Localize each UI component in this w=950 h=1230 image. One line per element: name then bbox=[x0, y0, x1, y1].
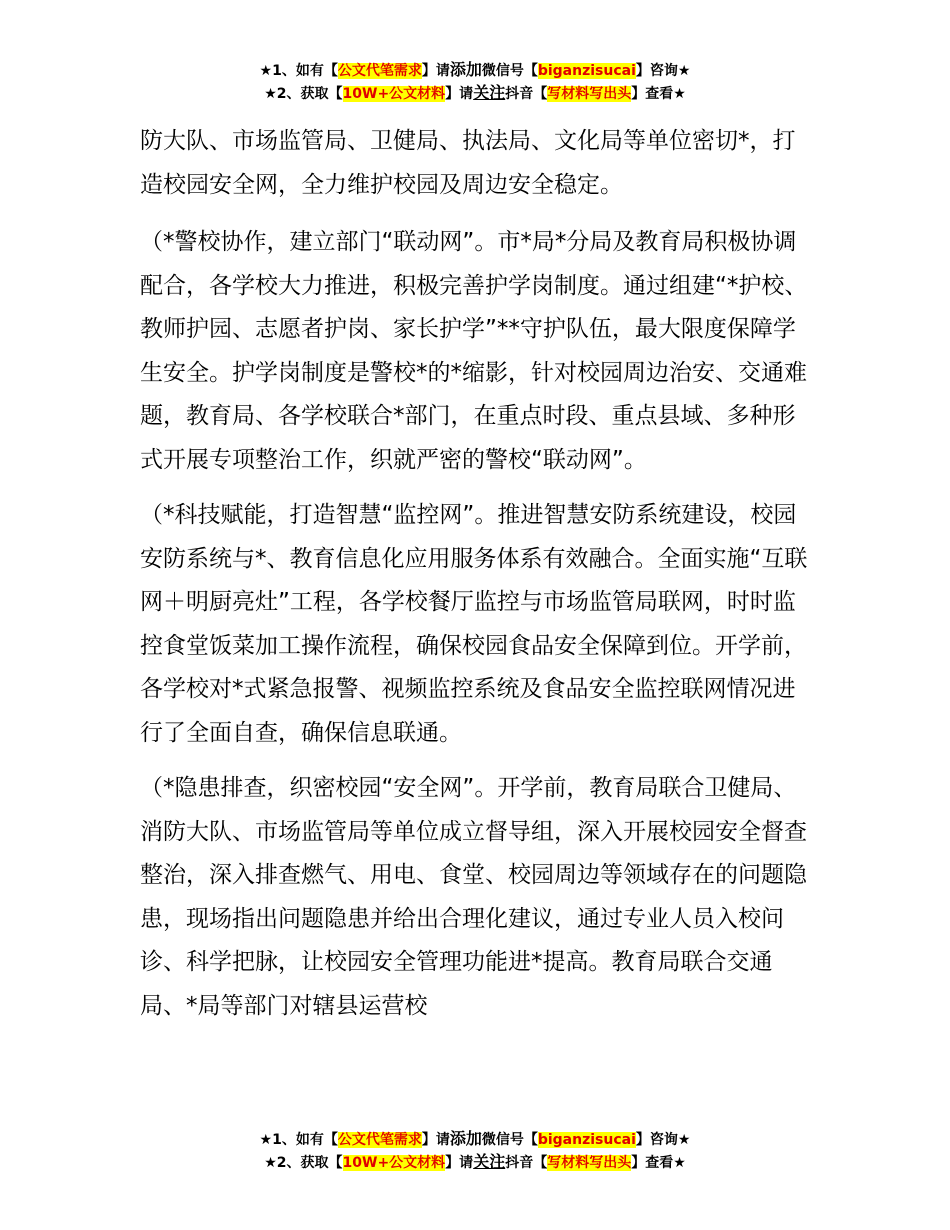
footer-line-2-suffix: 】查看★ bbox=[631, 1155, 686, 1171]
header-line-2-prefix: ★2、获取【 bbox=[264, 86, 343, 102]
footer-line-1-emphasis: 添加 bbox=[449, 1129, 482, 1148]
header-line-1-emphasis: 添加 bbox=[449, 60, 482, 79]
footer-line-1-prefix: ★1、如有【 bbox=[259, 1132, 338, 1148]
header-line-1-mid2: 微信号【 bbox=[481, 63, 538, 79]
highlight-ghostwriting-service: 公文代笔需求 bbox=[337, 63, 422, 79]
highlight-materials: 10W+公文材料 bbox=[342, 1155, 446, 1171]
footer-banner bbox=[0, 1128, 950, 1174]
footer-line-2-prefix: ★2、获取【 bbox=[264, 1155, 343, 1171]
footer-line-2-emphasis: 关注 bbox=[473, 1152, 506, 1171]
header-line-1 bbox=[0, 59, 950, 82]
footer-line-1-suffix: 】咨询★ bbox=[635, 1132, 691, 1148]
paragraph-1: 防大队、市场监管局、卫健局、执法局、文化局等单位密切*，打造校园安全网，全力维护校园及周边安全稳定。 bbox=[140, 128, 796, 198]
header-line-2-suffix: 】查看★ bbox=[631, 86, 686, 102]
footer-line-2-mid2: 抖音【 bbox=[505, 1155, 548, 1171]
paragraph-4: （*隐患排查，织密校园“安全网”。开学前，教育局联合卫健局、消防大队、市场监管局等单位成立督导组，深入开展校园安全督查整治，深入排查燃气、用电、食堂、校园周边等领域存在的问题隐患，现场指出问题隐患并给出合理化建议，通过专业人员入校问诊、科学把脉，让校园安全管理功能进*提高。教育局联合交通局、*局等部门对辖县运营校 bbox=[140, 775, 807, 1019]
footer-line-1-mid1: 】请 bbox=[421, 1132, 450, 1148]
header-line-1-suffix: 】咨询★ bbox=[635, 63, 691, 79]
footer-line-1-mid2: 微信号【 bbox=[481, 1132, 538, 1148]
document-body bbox=[140, 120, 812, 1040]
footer-line-2 bbox=[0, 1151, 950, 1174]
highlight-ghostwriting-service: 公文代笔需求 bbox=[337, 1132, 422, 1148]
highlight-douyin-account: 写材料写出头 bbox=[547, 1155, 632, 1171]
footer-line-1 bbox=[0, 1128, 950, 1151]
paragraph-3: （*科技赋能，打造智慧“监控网”。推进智慧安防系统建设，校园安防系统与*、教育信息化应用服务体系有效融合。全面实施“互联网＋明厨亮灶”工程，各学校餐厅监控与市场监管局联网，时时监控食堂饭菜加工操作流程，确保校园食品安全保障到位。开学前，各学校对*式紧急报警、视频监控系统及食品安全监控联网情况进行了全面自查，确保信息联通。 bbox=[140, 502, 808, 746]
highlight-wechat-id: biganzisucai bbox=[537, 1132, 636, 1148]
header-line-2 bbox=[0, 82, 950, 105]
header-line-2-emphasis: 关注 bbox=[473, 83, 506, 102]
paragraph-2: （*警校协作，建立部门“联动网”。市*局*分局及教育局积极协调配合，各学校大力推进，积极完善护学岗制度。通过组建“*护校、教师护园、志愿者护岗、家长护学”**守护队伍，最大限度保障学生安全。护学岗制度是警校*的*缩影，针对校园周边治安、交通难题，教育局、各学校联合*部门，在重点时段、重点县域、多种形式开展专项整治工作，织就严密的警校“联动网”。 bbox=[140, 229, 808, 473]
header-line-1-mid1: 】请 bbox=[421, 63, 450, 79]
header-line-2-mid1: 】请 bbox=[445, 86, 474, 102]
header-banner bbox=[0, 59, 950, 105]
footer-line-2-mid1: 】请 bbox=[445, 1155, 474, 1171]
highlight-wechat-id: biganzisucai bbox=[537, 63, 636, 79]
highlight-materials: 10W+公文材料 bbox=[342, 86, 446, 102]
header-line-2-mid2: 抖音【 bbox=[505, 86, 548, 102]
highlight-douyin-account: 写材料写出头 bbox=[547, 86, 632, 102]
header-line-1-prefix: ★1、如有【 bbox=[259, 63, 338, 79]
